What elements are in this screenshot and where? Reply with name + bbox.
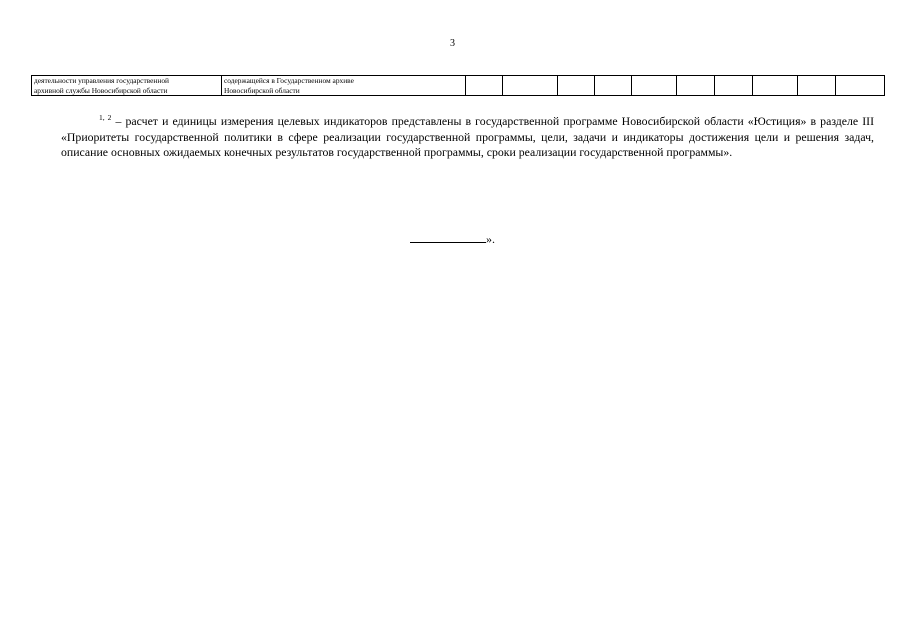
table-cell-empty <box>753 76 798 96</box>
footnote-text: – расчет и единицы измерения целевых индикаторов представлены в государственной программе Новосибирской области «Юстиция» в разделе III «Приоритеты государственной политики в сфере реализации государственной программы, цели, задачи и индикаторы достижения цели и решения задач, описание основных ожидаемых конечных результатов государственной программы, сроки реализации государственной программы». <box>61 114 875 160</box>
cell-line: содержащейся в Государственном архиве <box>224 76 354 85</box>
table-cell-empty <box>798 76 836 96</box>
cell-line: архивной службы Новосибирской области <box>34 85 168 95</box>
table-cell-empty <box>595 76 632 96</box>
closing-line <box>0 231 905 247</box>
table-cell-empty <box>836 76 885 96</box>
table-cell-empty <box>632 76 677 96</box>
table-cell-empty <box>466 76 503 96</box>
footnote-marker: 1, 2 <box>99 113 112 122</box>
table-cell-empty <box>677 76 715 96</box>
indicators-table <box>31 75 885 96</box>
cell-line: Новосибирской области <box>224 85 300 95</box>
table-cell-empty <box>558 76 595 96</box>
closing-quote: ». <box>486 232 495 246</box>
page-number: 3 <box>450 38 455 49</box>
cell-line: деятельности управления государственной <box>34 76 169 85</box>
table-cell-description <box>222 76 466 96</box>
table-cell-empty <box>715 76 753 96</box>
table-cell-empty <box>503 76 558 96</box>
table-row <box>32 76 885 96</box>
underline-rule <box>410 231 486 243</box>
footnote-paragraph <box>61 114 874 161</box>
table-cell-activity <box>32 76 222 96</box>
